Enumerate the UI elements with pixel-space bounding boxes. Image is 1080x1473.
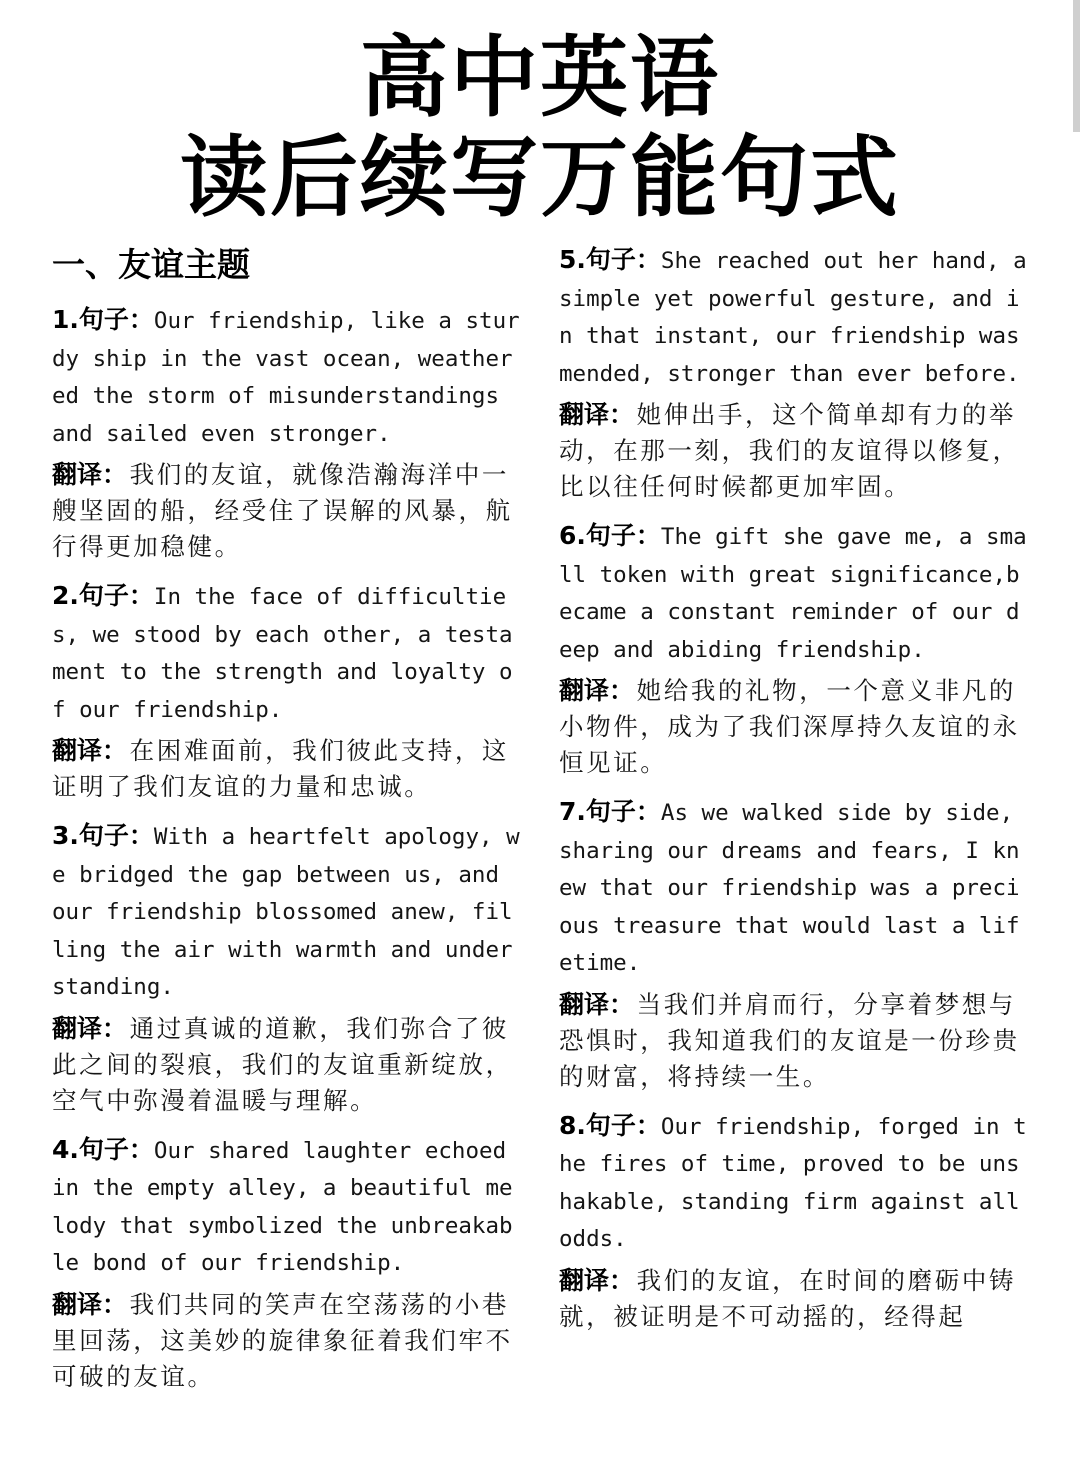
sentence-item-1: [52, 301, 524, 565]
sentence-item-5: [559, 241, 1033, 505]
label-colon: ：: [128, 821, 154, 850]
sentence-item-3: [52, 817, 524, 1119]
translation-text: 她给我的礼物，一个意义非凡的小物件，成为了我们深厚持久友谊的永恒见证。: [559, 676, 1020, 777]
sentence-translation: [559, 987, 1033, 1095]
sentence-translation: [52, 1287, 524, 1395]
sentence-text: With a heartfelt apology, we bridged the gap between us, and our friendship blossomed anew, filling the air with warmth and understanding.: [52, 824, 520, 1000]
sentence-item-6: [559, 517, 1033, 781]
translation-label: 翻译: [52, 1289, 103, 1319]
sentence-item-8: [559, 1107, 1033, 1335]
sentence-item-2: [52, 577, 524, 805]
translation-text: 我们共同的笑声在空荡荡的小巷里回荡，这美妙的旋律象征着我们牢不可破的友谊。: [52, 1289, 513, 1391]
translation-text: 通过真诚的道歉，我们弥合了彼此之间的裂痕，我们的友谊重新绽放，空气中弥漫着温暖与理解。: [52, 1013, 513, 1115]
label-colon: ：: [102, 736, 130, 765]
translation-label: 翻译: [52, 1013, 103, 1043]
label-colon: ：: [609, 1265, 637, 1295]
section-heading: 一、友谊主题: [52, 245, 250, 284]
label-colon: ：: [635, 1110, 661, 1140]
sentence-label: 2.句子: [52, 581, 129, 610]
left-column: [52, 243, 524, 1407]
document-title: [0, 28, 1080, 228]
sentence-translation: [52, 733, 524, 805]
sentence-text: She reached out her hand, a simple yet powerful gesture, and in that instant, our friendship was mended, stronger than ever before.: [559, 248, 1027, 387]
sentence-english: [559, 1107, 1033, 1259]
sentence-label: 8.句子: [559, 1110, 636, 1140]
sentence-english: [559, 793, 1033, 983]
right-column: [559, 241, 1033, 1347]
translation-label: 翻译: [559, 1265, 610, 1295]
translation-label: 翻译: [559, 676, 610, 705]
label-colon: ：: [128, 581, 154, 610]
translation-text: 我们的友谊，在时间的磨砺中铸就，被证明是不可动摇的，经得起: [559, 1265, 1017, 1331]
label-colon: ：: [102, 460, 130, 489]
sentence-english: [52, 577, 524, 729]
sentence-item-4: [52, 1131, 524, 1395]
sentence-translation: [52, 1011, 524, 1119]
sentence-label: 6.句子: [559, 521, 636, 550]
sentence-label: 1.句子: [52, 305, 129, 334]
title-line-1: 高中英语: [359, 26, 720, 129]
sentence-item-7: [559, 793, 1033, 1095]
label-colon: ：: [609, 400, 637, 429]
sentence-english: [52, 817, 524, 1007]
translation-text: 当我们并肩而行，分享着梦想与恐惧时，我知道我们的友谊是一份珍贵的财富，将持续一生。: [559, 989, 1020, 1091]
label-colon: ：: [102, 1013, 130, 1043]
label-colon: ：: [635, 797, 661, 826]
sentence-english: [559, 517, 1033, 669]
sentence-label: 7.句子: [559, 797, 636, 826]
sentence-text: Our friendship, like a sturdy ship in the vast ocean, weathered the storm of misunderstandings and sailed even stronger.: [52, 308, 520, 447]
translation-text: 她伸出手，这个简单却有力的举动，在那一刻，我们的友谊得以修复，比以往任何时候都更加牢固。: [559, 400, 1020, 501]
sentence-translation: [559, 673, 1033, 781]
sentence-translation: [559, 1263, 1033, 1335]
sentence-text: In the face of difficulties, we stood by each other, a testament to the strength and loyalty of our friendship.: [52, 584, 513, 723]
sentence-text: As we walked side by side, sharing our dreams and fears, I knew that our friendship was a precious treasure that would last a lifetime.: [559, 800, 1020, 976]
label-colon: ：: [128, 305, 154, 334]
label-colon: ：: [635, 521, 661, 550]
sentence-text: The gift she gave me, a small token with great significance,became a constant reminder of our deep and abiding friendship.: [559, 524, 1027, 663]
label-colon: ：: [128, 1134, 154, 1164]
translation-label: 翻译: [52, 460, 103, 489]
label-colon: ：: [609, 676, 637, 705]
sentence-translation: [52, 457, 524, 565]
sentence-english: [559, 241, 1033, 393]
translation-label: 翻译: [559, 989, 610, 1019]
sentence-label: 5.句子: [559, 245, 636, 274]
label-colon: ：: [609, 989, 637, 1019]
translation-label: 翻译: [559, 400, 610, 429]
sentence-label: 3.句子: [52, 821, 129, 850]
sentence-translation: [559, 397, 1033, 505]
translation-text: 在困难面前，我们彼此支持，这证明了我们友谊的力量和忠诚。: [52, 736, 510, 801]
sentence-english: [52, 1131, 524, 1283]
sentence-text: Our shared laughter echoed in the empty alley, a beautiful melody that symbolized the unbreakable bond of our friendship.: [52, 1137, 513, 1276]
label-colon: ：: [635, 245, 661, 274]
translation-text: 我们的友谊，就像浩瀚海洋中一艘坚固的船，经受住了误解的风暴，航行得更加稳健。: [52, 460, 513, 561]
sentence-english: [52, 301, 524, 453]
title-line-2: 读后续写万能句式: [179, 126, 900, 229]
sentence-text: Our friendship, forged in the fires of time, proved to be unshakable, standing firm against all odds.: [559, 1113, 1027, 1252]
sentence-label: 4.句子: [52, 1134, 129, 1164]
translation-label: 翻译: [52, 736, 103, 765]
label-colon: ：: [102, 1289, 130, 1319]
